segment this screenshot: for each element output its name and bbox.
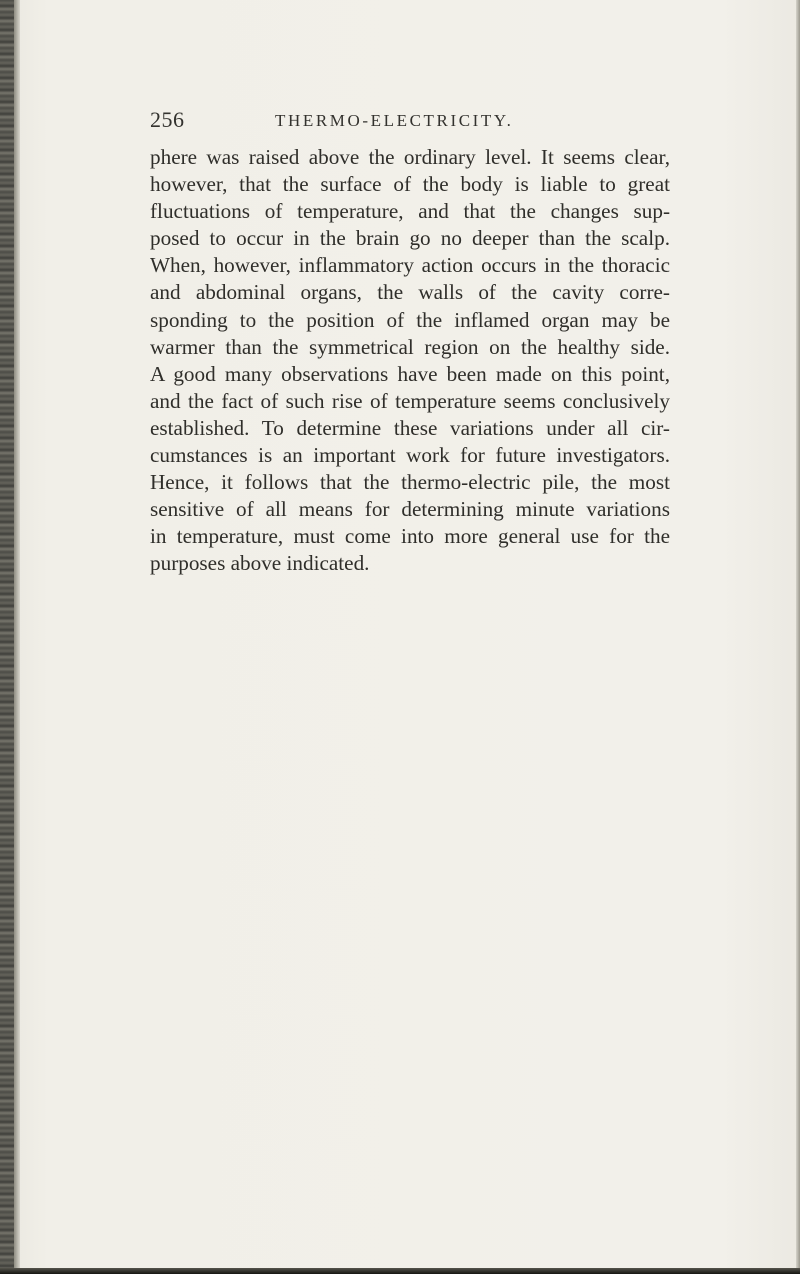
page-header (150, 107, 670, 137)
page-number: 256 (150, 107, 185, 132)
text-line: in temperature, must come into more general use for the (150, 524, 670, 549)
text-line: warmer than the symmetrical region on the healthy side. (150, 334, 670, 359)
text-line: When, however, inflammatory action occurs in the thoracic (150, 253, 670, 278)
page-edge-bottom (0, 1268, 800, 1274)
text-line: sensitive of all means for determining minute variations (150, 497, 670, 522)
text-line: however, that the surface of the body is liable to great (150, 172, 670, 197)
text-line: fluctuations of temperature, and that the changes sup- (150, 199, 670, 224)
text-line: phere was raised above the ordinary level. It seems clear, (150, 145, 670, 169)
text-line: A good many observations have been made on this point, (150, 361, 670, 386)
text-line: cumstances is an important work for future investigators. (150, 443, 670, 468)
body-paragraph (150, 144, 670, 578)
text-line: established. To determine these variations under all cir- (150, 415, 670, 440)
text-line: posed to occur in the brain go no deeper than the scalp. (150, 226, 670, 251)
page-edge-right (796, 0, 800, 1274)
binding-edge-left (0, 0, 14, 1274)
binding-gutter (14, 0, 20, 1274)
text-line: sponding to the position of the inflamed organ may be (150, 307, 670, 332)
text-line: and abdominal organs, the walls of the cavity corre- (150, 280, 670, 305)
running-head: THERMO-ELECTRICITY. (275, 111, 514, 130)
text-line: and the fact of such rise of temperature seems conclusively (150, 388, 670, 413)
text-line: purposes above indicated. (150, 551, 370, 576)
text-line: Hence, it follows that the thermo-electric pile, the most (150, 470, 670, 495)
